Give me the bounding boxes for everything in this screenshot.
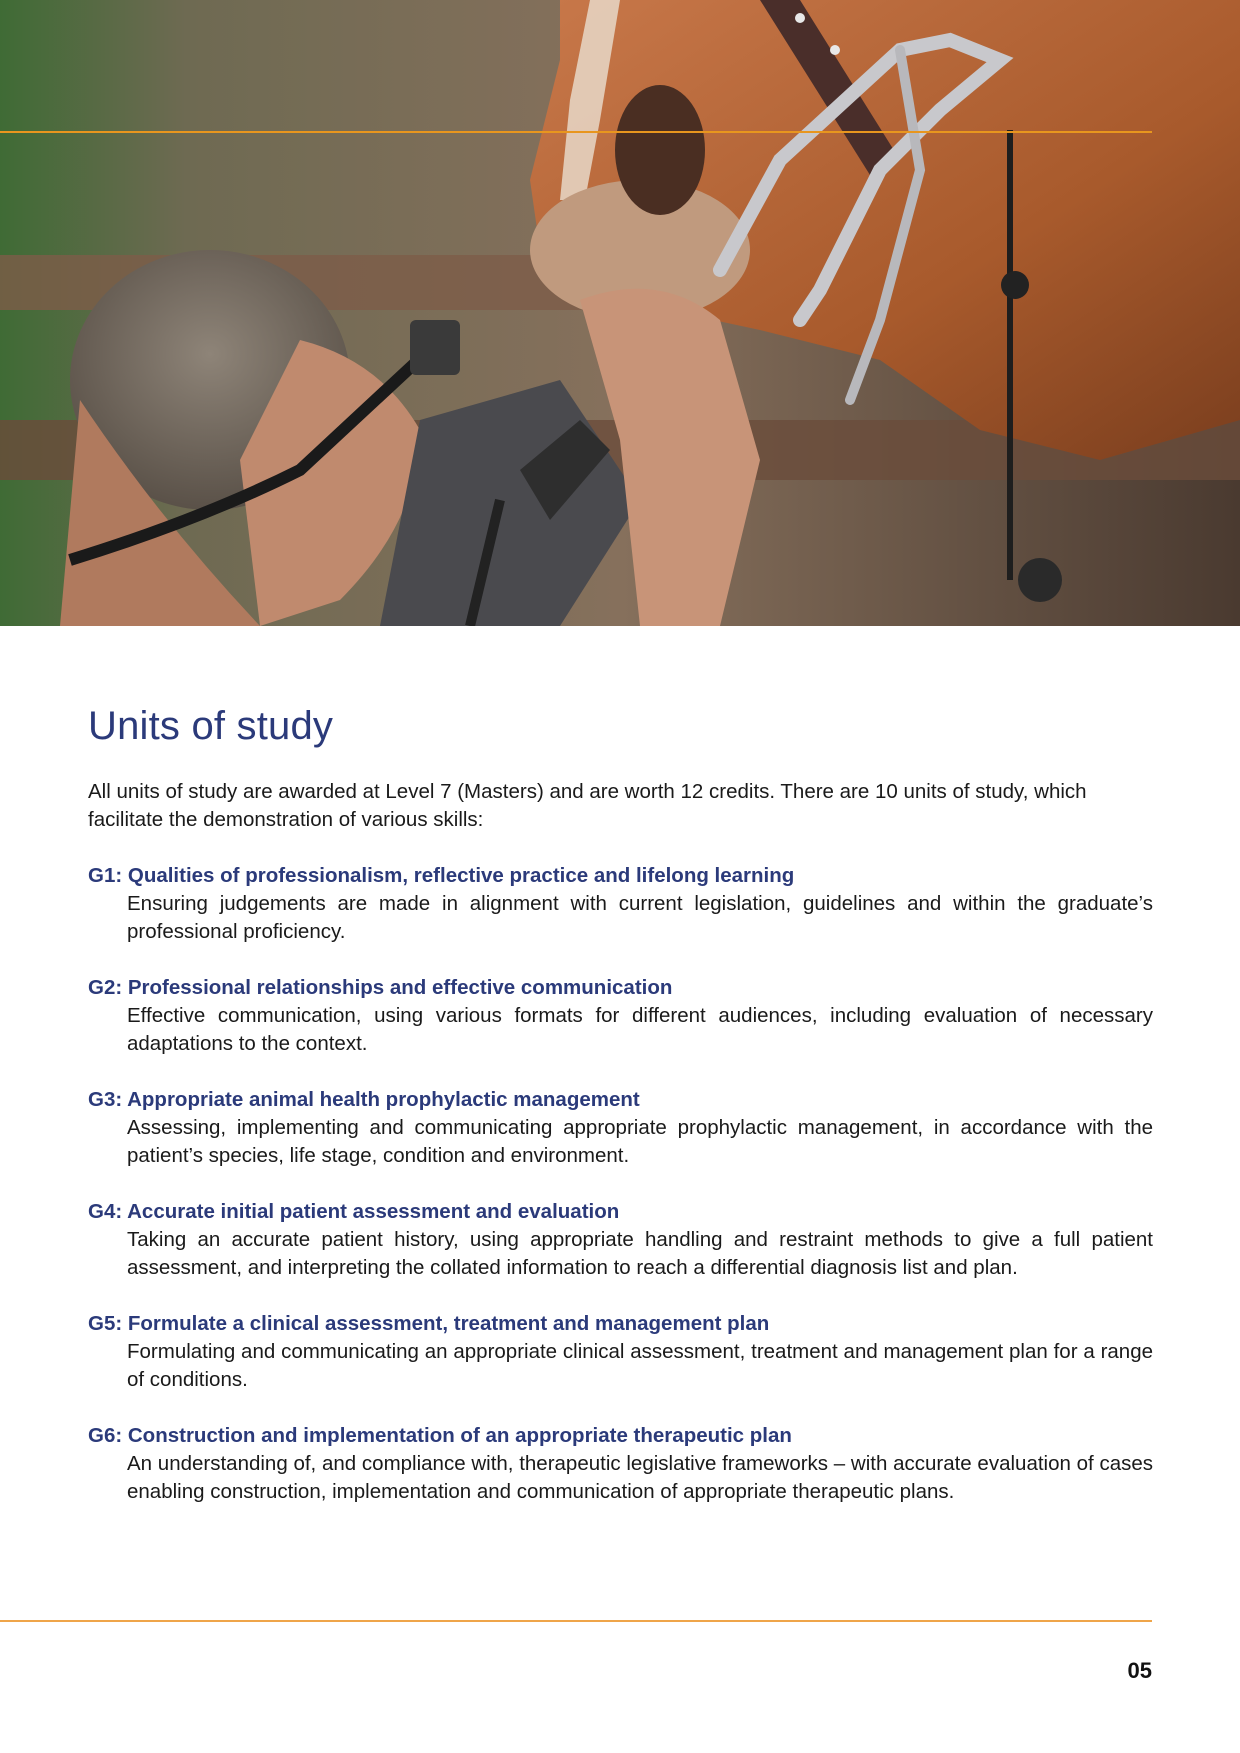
unit-g6 xyxy=(88,1422,1153,1506)
unit-g2 xyxy=(88,974,1153,1058)
unit-g5 xyxy=(88,1310,1153,1394)
unit-heading: G4: Accurate initial patient assessment and evaluation xyxy=(88,1200,620,1223)
hero-photo xyxy=(0,0,1240,626)
unit-g3 xyxy=(88,1086,1153,1170)
unit-g4 xyxy=(88,1198,1153,1282)
unit-g1 xyxy=(88,862,1153,946)
unit-description: Effective communication, using various formats for different audiences, including evaluation of necessary adaptations to the context. xyxy=(127,1004,1153,1055)
units-list xyxy=(88,862,1153,1534)
unit-description: Taking an accurate patient history, using appropriate handling and restraint methods to give a full patient assessment, and interpreting the collated information to reach a differential diagnosis list and plan. xyxy=(127,1228,1153,1279)
unit-description: Ensuring judgements are made in alignment with current legislation, guidelines and within the graduate’s professional proficiency. xyxy=(127,892,1153,943)
unit-heading: G1: Qualities of professionalism, reflective practice and lifelong learning xyxy=(88,864,795,887)
bottom-accent-rule xyxy=(0,1620,1152,1622)
unit-description: An understanding of, and compliance with, therapeutic legislative frameworks – with accurate evaluation of cases enabling construction, implementation and communication of appropriate therapeutic plans. xyxy=(127,1452,1153,1503)
page-number: 05 xyxy=(1127,1658,1152,1683)
unit-heading: G6: Construction and implementation of an appropriate therapeutic plan xyxy=(88,1424,792,1447)
unit-heading: G2: Professional relationships and effective communication xyxy=(88,976,673,999)
horse-dentistry-illustration xyxy=(0,0,1240,626)
intro-paragraph: All units of study are awarded at Level 7 (Masters) and are worth 12 credits. There are 10 units of study, which facilitate the demonstration of various skills: xyxy=(88,780,1087,831)
top-accent-rule xyxy=(0,131,1152,133)
unit-description: Assessing, implementing and communicating appropriate prophylactic management, in accordance with the patient’s species, life stage, condition and environment. xyxy=(127,1116,1153,1167)
unit-heading: G3: Appropriate animal health prophylactic management xyxy=(88,1088,640,1111)
page-title: Units of study xyxy=(88,704,334,748)
unit-heading: G5: Formulate a clinical assessment, treatment and management plan xyxy=(88,1312,770,1335)
unit-description: Formulating and communicating an appropriate clinical assessment, treatment and management plan for a range of conditions. xyxy=(127,1340,1153,1391)
